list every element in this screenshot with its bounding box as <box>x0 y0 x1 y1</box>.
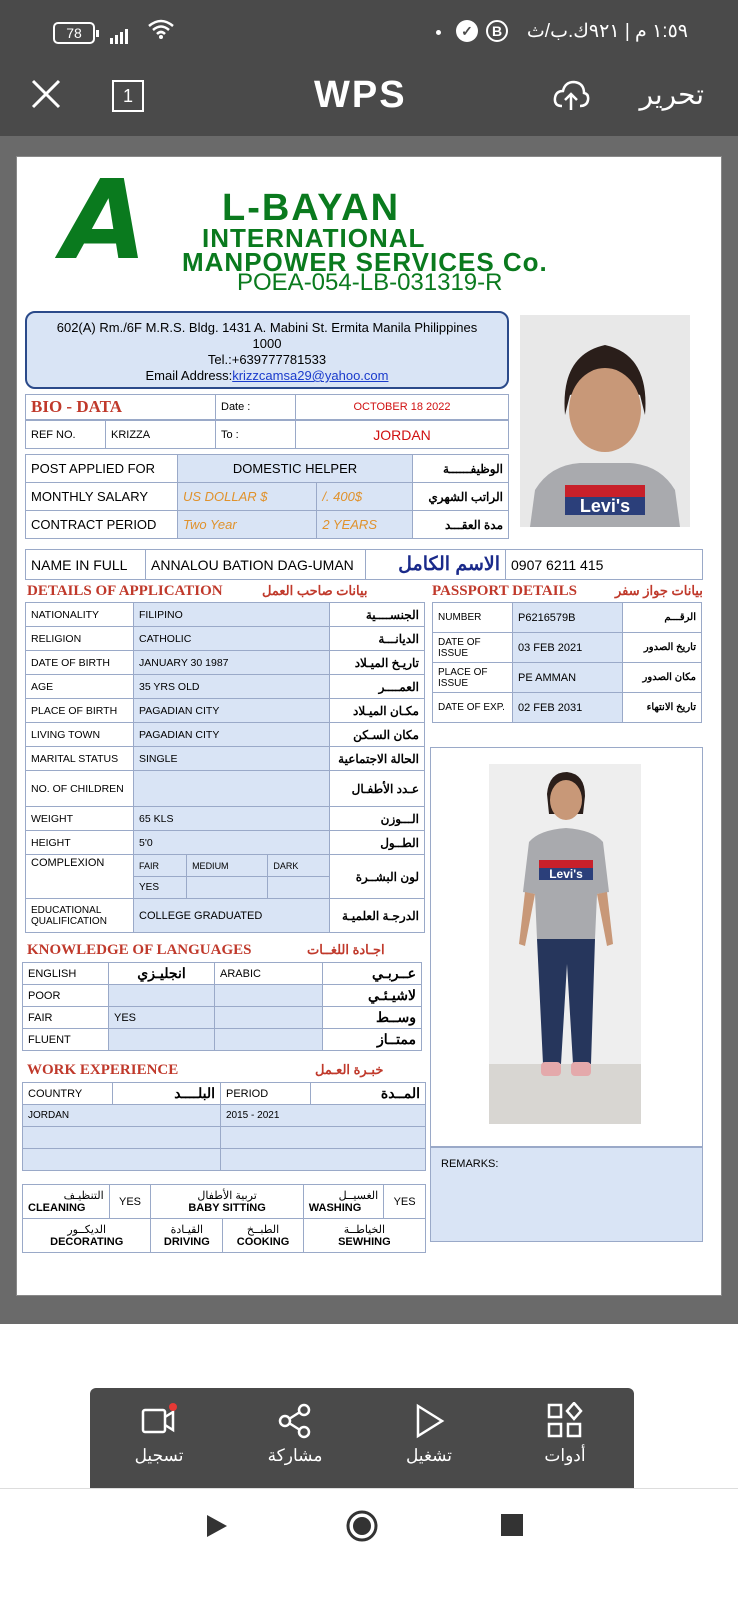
complexion-label-ar: لون البشــرة <box>330 855 425 899</box>
complexion-opt: DARK <box>268 855 330 877</box>
skill-ar: الديكــور <box>67 1224 107 1236</box>
complexion-opt: FAIR <box>134 855 187 877</box>
detail-row <box>26 627 425 651</box>
email-label: Email Address: <box>145 368 233 383</box>
detail-value: CATHOLIC <box>134 627 330 651</box>
remarks-box <box>430 1147 703 1242</box>
experience-table <box>22 1082 426 1171</box>
detail-value <box>134 771 330 807</box>
company-name-line2: INTERNATIONAL <box>202 223 426 253</box>
skill-label: BABY SITTING <box>188 1202 266 1214</box>
experience-heading: WORK EXPERIENCE <box>27 1062 179 1078</box>
video-record-icon <box>114 1402 204 1446</box>
ref-value: KRIZZA <box>106 421 216 449</box>
english-level-value <box>109 1029 215 1051</box>
education-label-ar: الدرجـة العلميـة <box>330 899 425 933</box>
share-icon <box>250 1402 340 1446</box>
skill-label: SEWHING <box>338 1236 391 1248</box>
phone-value: 0907 6211 415 <box>506 550 703 580</box>
detail-value: PAGADIAN CITY <box>134 723 330 747</box>
skill-label: COOKING <box>236 1236 290 1248</box>
email-link[interactable]: krizzcamsa29@yahoo.com <box>232 368 389 383</box>
detail-label-ar: تاريـخ الميـلاد <box>330 651 425 675</box>
to-label: To : <box>216 421 296 449</box>
language-level: FAIR <box>23 1007 109 1029</box>
detail-value: 35 YRS OLD <box>134 675 330 699</box>
english-level-value <box>109 985 215 1007</box>
language-level-ar: ممتــاز <box>323 1029 422 1051</box>
post-table <box>25 454 509 539</box>
company-logo-letter: A <box>62 156 148 284</box>
passport-value: 03 FEB 2021 <box>513 633 623 663</box>
share-label: مشاركة <box>267 1446 323 1465</box>
passport-table <box>432 602 702 723</box>
detail-row <box>26 675 425 699</box>
skill-label: WASHING <box>308 1202 362 1214</box>
recents-button[interactable] <box>500 1513 524 1542</box>
remarks-label: REMARKS: <box>441 1158 499 1170</box>
detail-row <box>26 699 425 723</box>
passport-label: DATE OF EXP. <box>433 693 513 723</box>
biodata-header-table <box>25 394 509 420</box>
languages-table <box>22 962 422 1051</box>
close-button[interactable] <box>30 78 62 117</box>
arabic-level-value <box>215 1007 323 1029</box>
passport-label: DATE OF ISSUE <box>433 633 513 663</box>
cloud-upload-icon <box>552 78 590 114</box>
language-level-ar: لاشيـئـي <box>323 985 422 1007</box>
notification-dot-icon <box>436 30 441 35</box>
detail-label: AGE <box>26 675 134 699</box>
passport-row <box>433 603 702 633</box>
date-value: OCTOBER 18 2022 <box>296 395 509 420</box>
languages-heading-ar: اجـادة اللغــات <box>307 942 385 957</box>
details-table <box>25 602 425 933</box>
close-icon <box>30 78 62 110</box>
share-button[interactable] <box>250 1402 340 1466</box>
arabic-label: ARABIC <box>215 963 323 985</box>
passport-value: P6216579B <box>513 603 623 633</box>
detail-label-ar: الـــوزن <box>330 807 425 831</box>
passport-label-ar: تاريخ الانتهاء <box>623 693 702 723</box>
passport-row <box>433 693 702 723</box>
skill-ar: الخياطــة <box>343 1224 386 1236</box>
company-name-line3: MANPOWER SERVICES Co. <box>182 247 548 277</box>
company-name-line1: L-BAYAN <box>222 187 401 229</box>
english-label-ar: انجليـزي <box>109 963 215 985</box>
passport-value: PE AMMAN <box>513 663 623 693</box>
experience-period: 2015 - 2021 <box>221 1105 426 1127</box>
home-circle-icon <box>345 1509 379 1543</box>
signal-icon <box>110 22 130 44</box>
experience-country: JORDAN <box>23 1105 221 1127</box>
address-box <box>25 311 509 389</box>
to-value: JORDAN <box>296 421 509 449</box>
passport-label-ar: الرقـــم <box>623 603 702 633</box>
complexion-mark: YES <box>134 877 187 899</box>
detail-row <box>26 831 425 855</box>
detail-value: FILIPINO <box>134 603 330 627</box>
passport-row <box>433 633 702 663</box>
upload-button[interactable] <box>552 78 590 119</box>
detail-label-ar: مكـان الميـلاد <box>330 699 425 723</box>
detail-row <box>26 723 425 747</box>
wps-logo: WPS <box>314 74 407 116</box>
name-table <box>25 549 703 580</box>
complexion-opt: MEDIUM <box>187 855 268 877</box>
b-icon: B <box>486 20 508 42</box>
document-page <box>16 156 722 1296</box>
salary-label: MONTHLY SALARY <box>26 483 178 511</box>
svg-text:Levi's: Levi's <box>549 867 583 881</box>
language-row <box>23 985 422 1007</box>
contract-label: CONTRACT PERIOD <box>26 511 178 539</box>
education-label: EDUCATIONAL QUALIFICATION <box>26 899 134 933</box>
detail-label-ar: الطــول <box>330 831 425 855</box>
language-level: POOR <box>23 985 109 1007</box>
app-toolbar <box>0 64 738 136</box>
home-button[interactable] <box>345 1509 379 1548</box>
detail-row <box>26 747 425 771</box>
document-viewport[interactable] <box>0 136 738 1324</box>
ref-table <box>25 420 509 449</box>
salary-currency: US DOLLAR $ <box>178 483 317 511</box>
arabic-level-value <box>215 985 323 1007</box>
play-icon <box>384 1402 474 1446</box>
tools-grid-icon <box>520 1402 610 1446</box>
period-label: PERIOD <box>221 1083 311 1105</box>
detail-label-ar: الحالة الاجتماعية <box>330 747 425 771</box>
address-line: 602(A) Rm./6F M.R.S. Bldg. 1431 A. Mabini St. Ermita Manila Philippines <box>56 320 478 335</box>
skills-table <box>22 1184 426 1253</box>
contract-value: 2 YEARS <box>317 511 413 539</box>
detail-row <box>26 807 425 831</box>
contract-unit: Two Year <box>178 511 317 539</box>
salary-value: /. 400$ <box>317 483 413 511</box>
bottom-action-bar <box>90 1388 634 1488</box>
detail-label-ar: مكان السـكن <box>330 723 425 747</box>
post-value: DOMESTIC HELPER <box>178 455 413 483</box>
status-time: ١:٥٩ م | ٩٢١ك.ب/ث <box>526 21 688 42</box>
name-value: ANNALOU BATION DAG-UMAN <box>146 550 366 580</box>
detail-label: NATIONALITY <box>26 603 134 627</box>
detail-label: DATE OF BIRTH <box>26 651 134 675</box>
passport-value: 02 FEB 2031 <box>513 693 623 723</box>
period-label-ar: المــدة <box>311 1083 426 1105</box>
detail-label-ar: عـدد الأطفـال <box>330 771 425 807</box>
applicant-headshot-photo <box>520 315 690 527</box>
detail-row <box>26 651 425 675</box>
skill-value: YES <box>384 1185 426 1219</box>
detail-label: WEIGHT <box>26 807 134 831</box>
address-zip: 1000 <box>252 336 282 351</box>
square-icon <box>500 1513 524 1537</box>
country-label: COUNTRY <box>23 1083 113 1105</box>
detail-label: LIVING TOWN <box>26 723 134 747</box>
date-label: Date : <box>216 395 296 420</box>
post-label-ar: الوظيفــــــة <box>413 455 509 483</box>
tools-button[interactable] <box>520 1402 610 1466</box>
applicant-fullbody-photo <box>489 764 641 1124</box>
arabic-level-value <box>215 1029 323 1051</box>
salary-label-ar: الراتب الشهري <box>413 483 509 511</box>
record-label: تسجيل <box>134 1446 184 1465</box>
education-value: COLLEGE GRADUATED <box>134 899 330 933</box>
name-label-ar: الاسم الكامل <box>366 550 506 580</box>
detail-label: HEIGHT <box>26 831 134 855</box>
page-count-button[interactable]: 1 <box>112 80 144 112</box>
complexion-label: COMPLEXION <box>26 855 134 899</box>
language-row <box>23 1029 422 1051</box>
passport-row <box>433 663 702 693</box>
skill-ar: الطبــخ <box>246 1224 280 1236</box>
detail-row <box>26 771 425 807</box>
passport-label: NUMBER <box>433 603 513 633</box>
skill-label: CLEANING <box>28 1202 86 1214</box>
detail-row <box>26 603 425 627</box>
system-nav-bar <box>0 1488 738 1600</box>
tools-label: أدوات <box>544 1446 586 1465</box>
passport-label-ar: تاريخ الصدور <box>623 633 702 663</box>
language-row <box>23 1007 422 1029</box>
details-heading-ar: بيانات صاحب العمل <box>262 583 368 598</box>
passport-heading: PASSPORT DETAILS <box>432 583 577 599</box>
detail-value: 65 KLS <box>134 807 330 831</box>
back-button[interactable] <box>204 1513 230 1544</box>
check-icon: ✓ <box>456 20 478 42</box>
languages-heading: KNOWLEDGE OF LANGUAGES <box>27 942 252 958</box>
english-level-value: YES <box>109 1007 215 1029</box>
language-level: FLUENT <box>23 1029 109 1051</box>
skill-label: DRIVING <box>163 1236 210 1248</box>
detail-label: NO. OF CHILDREN <box>26 771 134 807</box>
contract-label-ar: مدة العقـــد <box>413 511 509 539</box>
arabic-label-ar: عــربـي <box>323 963 422 985</box>
passport-label-ar: مكان الصدور <box>623 663 702 693</box>
status-bar <box>0 0 738 64</box>
details-heading: DETAILS OF APPLICATION <box>27 583 223 599</box>
detail-value: 5'0 <box>134 831 330 855</box>
language-level-ar: وســط <box>323 1007 422 1029</box>
passport-heading-ar: بيانات جواز سفر <box>615 583 703 598</box>
passport-label: PLACE OF ISSUE <box>433 663 513 693</box>
play-triangle-icon <box>204 1513 230 1539</box>
svg-text:Levi's: Levi's <box>579 496 631 516</box>
skill-ar: القيـادة <box>170 1224 204 1236</box>
post-label: POST APPLIED FOR <box>26 455 178 483</box>
wifi-icon <box>148 18 174 46</box>
detail-label: MARITAL STATUS <box>26 747 134 771</box>
detail-label: PLACE OF BIRTH <box>26 699 134 723</box>
detail-label-ar: الجنســــية <box>330 603 425 627</box>
name-label: NAME IN FULL <box>26 550 146 580</box>
record-button[interactable] <box>114 1402 204 1466</box>
skill-label: DECORATING <box>50 1236 124 1248</box>
address-tel: Tel.:+639777781533 <box>207 352 327 367</box>
detail-label-ar: الديانـــة <box>330 627 425 651</box>
ref-label: REF NO. <box>26 421 106 449</box>
detail-label-ar: العمــــر <box>330 675 425 699</box>
english-label: ENGLISH <box>23 963 109 985</box>
detail-value: JANUARY 30 1987 <box>134 651 330 675</box>
skill-ar: التنظيـف <box>63 1190 104 1202</box>
play-button[interactable] <box>384 1402 474 1466</box>
edit-button[interactable]: تحرير <box>639 79 704 110</box>
experience-heading-ar: خبـرة العـمل <box>315 1062 384 1077</box>
detail-label: RELIGION <box>26 627 134 651</box>
detail-value: PAGADIAN CITY <box>134 699 330 723</box>
play-label: تشغيل <box>405 1446 453 1465</box>
biodata-title: BIO - DATA <box>26 395 216 420</box>
detail-value: SINGLE <box>134 747 330 771</box>
skill-ar: الغسيــل <box>338 1190 379 1202</box>
skill-ar: تربية الأطفال <box>197 1190 257 1202</box>
battery-indicator: 78 <box>53 22 95 44</box>
license-number: POEA-054-LB-031319-R <box>237 269 503 296</box>
skill-value: YES <box>109 1185 151 1219</box>
country-label-ar: البلــــد <box>113 1083 221 1105</box>
